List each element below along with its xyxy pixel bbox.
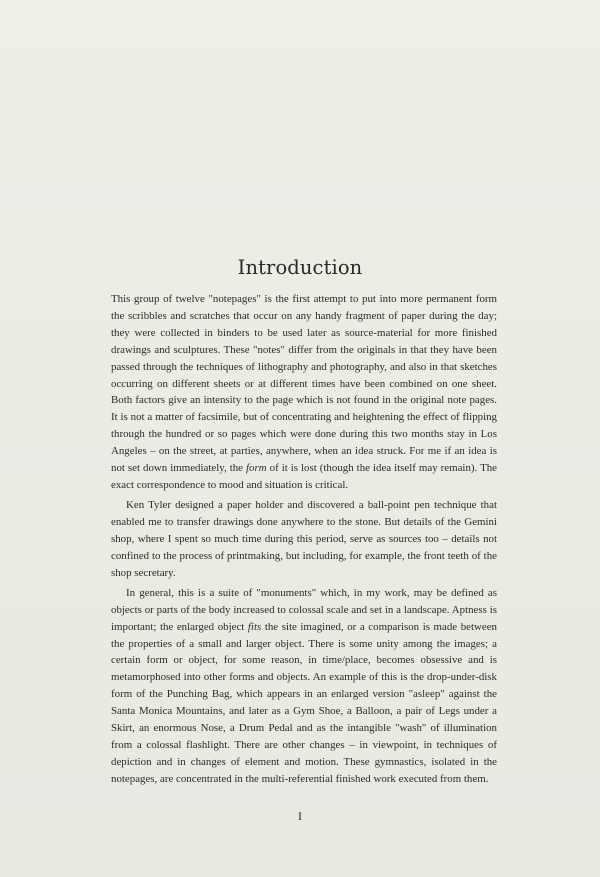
paragraph-1-text-1: This group of twelve "notepages" is the first attempt to put into more permanent form the scribbles and scratches that occur on any handy fragment of paper during the day; they were collected in binders to be used later as source-material for more finished drawings and sculptures. These "notes" differ from the originals in that they have been passed through the techniques of lithography and photography, and also in that sketches occurring on different sheets or at different times have been combined on one sheet. Both factors give an intensity to the page which is not found in the original note pages. It is not a matter of facsimile, but of concentrating and heightening the effect of flipping through the hundred or so pages which were done during this two months stay in Los Angeles – on the street, at parties, anywhere, when an idea struck. For me if an idea is not set down immediately, the — [111, 293, 497, 475]
paragraph-1-italic-form: form — [246, 462, 267, 475]
paragraph-2 — [111, 497, 497, 582]
paragraph-2-text-1: Ken Tyler designed a paper holder and discovered a ball-point pen technique that enabled me to transfer drawings done anywhere to the stone. But details of the Gemini shop, where I spent so much time during this period, serve as sources too – details not confined to the process of printmaking, but including, for example, the front teeth of the shop secretary. — [111, 499, 497, 579]
page-title: Introduction — [237, 256, 363, 279]
paragraph-1 — [111, 291, 497, 494]
body-text — [111, 291, 497, 788]
paragraph-3-text-1: In general, this is a suite of "monuments" which, in my work, may be defined as objects or parts of the body increased to colossal scale and set in a landscape. Aptness is important; the enlarged object — [111, 586, 497, 633]
page-number: I — [298, 809, 302, 823]
paragraph-3-italic-fits: fits — [247, 620, 262, 633]
paragraph-3-text-2: the site imagined, or a comparison is made between the properties of a small and larger object. There is some unity among the images; a certain form or object, for some reason, in time/place, becomes obsessive and is metamorphosed into other forms and objects. An example of this is the drop-under-disk form of the Punching Bag, which appears in an enlarged version "asleep" against the Santa Monica Mountains, and later as a Gym Shoe, a Balloon, a pair of Legs under a Skirt, an enormous Nose, a Drum Pedal and as the intangible "wash" of illumination from a colossal flashlight. There are other changes – in viewpoint, in techniques of depiction and in changes of element and motion. These gymnastics, isolated in the notepages, are concentrated in the multi-referential finished work executed from them. — [111, 620, 497, 785]
paragraph-1-text-2: of it is lost (though the idea itself may remain). The exact correspondence to mood and situation is critical. — [111, 462, 497, 491]
paragraph-3 — [111, 585, 497, 788]
